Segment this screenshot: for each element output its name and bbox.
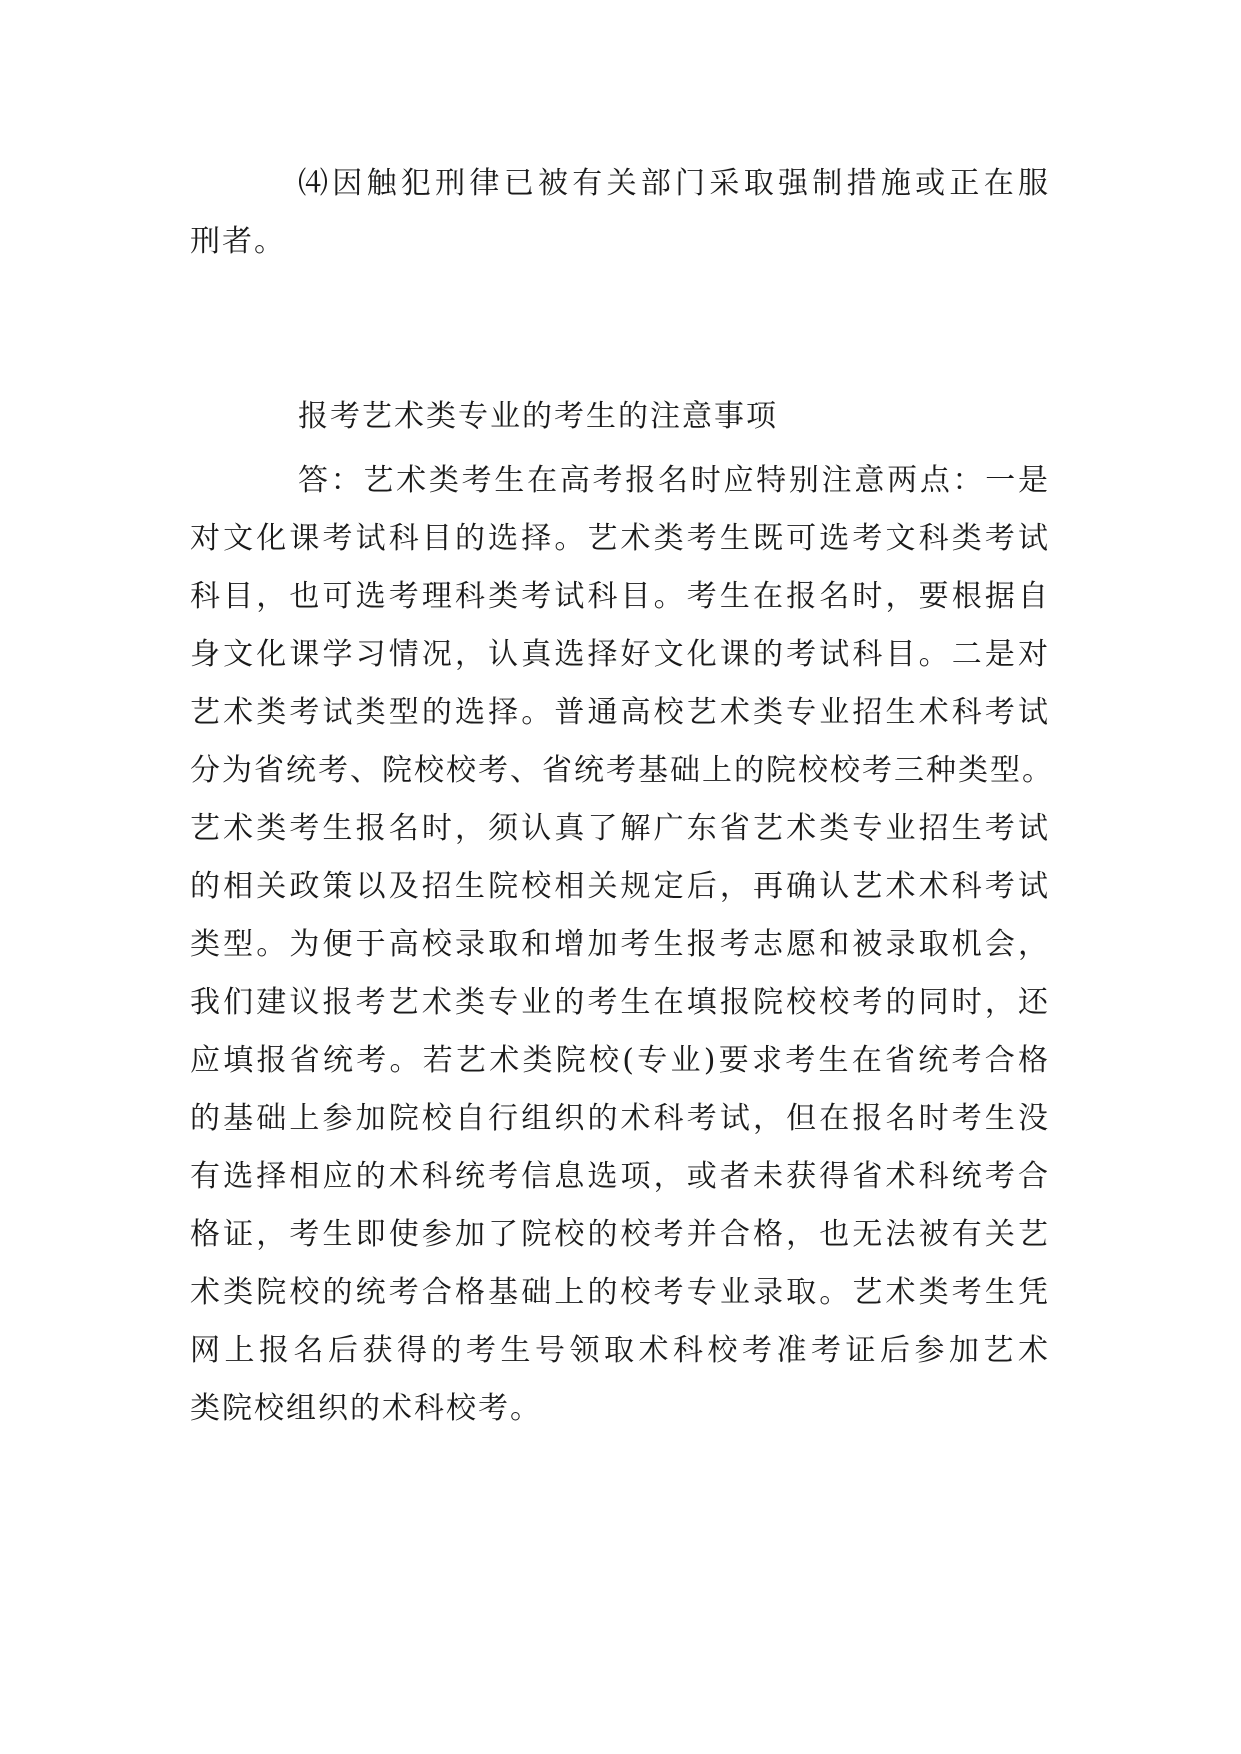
answer-line-15: 术类院校的统考合格基础上的校考专业录取。艺术类考生凭	[190, 1275, 1050, 1310]
answer-line-8: 的相关政策以及招生院校相关规定后，再确认艺术术科考试	[190, 869, 1050, 904]
item-4-line-2: 刑者。	[190, 224, 286, 259]
answer-line-13: 有选择相应的术科统考信息选项，或者未获得省术科统考合	[190, 1159, 1050, 1194]
answer-line-7: 艺术类考生报名时，须认真了解广东省艺术类专业招生考试	[190, 811, 1050, 846]
answer-line-3: 科目，也可选考理科类考试科目。考生在报名时，要根据自	[190, 579, 1050, 614]
answer-line-5: 艺术类考试类型的选择。普通高校艺术类专业招生术科考试	[190, 695, 1050, 730]
answer-line-16: 网上报名后获得的考生号领取术科校考准考证后参加艺术	[190, 1333, 1050, 1368]
answer-line-10: 我们建议报考艺术类专业的考生在填报院校校考的同时，还	[190, 985, 1050, 1020]
answer-line-11: 应填报省统考。若艺术类院校(专业)要求考生在省统考合格	[190, 1043, 1050, 1078]
answer-line-1: 答：艺术类考生在高考报名时应特别注意两点：一是	[298, 463, 1050, 498]
item-4-line-1: ⑷因触犯刑律已被有关部门采取强制措施或正在服	[298, 166, 1050, 201]
answer-line-14: 格证，考生即使参加了院校的校考并合格，也无法被有关艺	[190, 1217, 1050, 1252]
answer-line-4: 身文化课学习情况，认真选择好文化课的考试科目。二是对	[190, 637, 1050, 672]
answer-line-12: 的基础上参加院校自行组织的术科考试，但在报名时考生没	[190, 1101, 1050, 1136]
section-heading: 报考艺术类专业的考生的注意事项	[298, 399, 778, 434]
answer-line-6: 分为省统考、院校校考、省统考基础上的院校校考三种类型。	[190, 753, 1054, 788]
answer-line-2: 对文化课考试科目的选择。艺术类考生既可选考文科类考试	[190, 521, 1050, 556]
answer-line-9: 类型。为便于高校录取和增加考生报考志愿和被录取机会，	[190, 927, 1050, 962]
answer-line-17: 类院校组织的术科校考。	[190, 1391, 542, 1426]
